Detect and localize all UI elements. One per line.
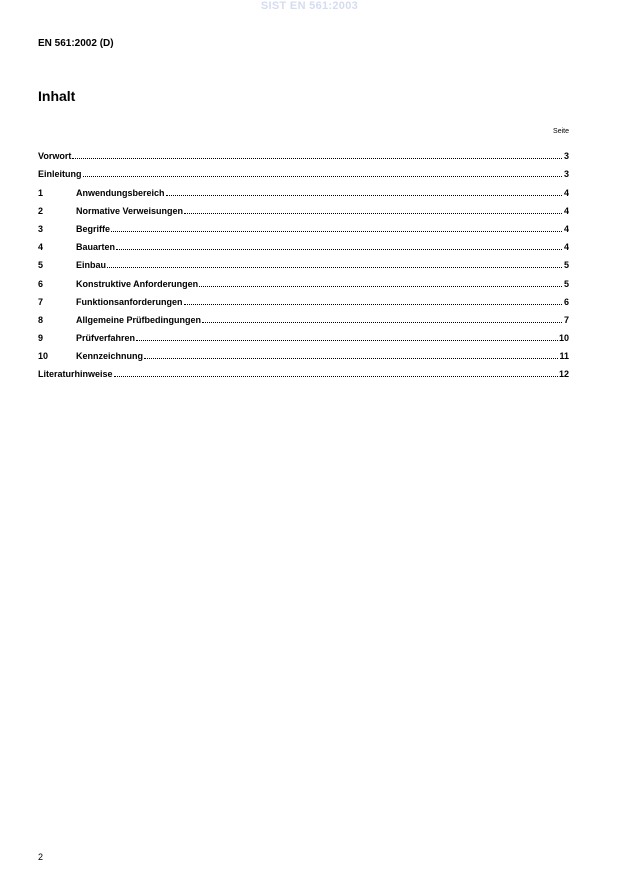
toc-entry-page: 5 (563, 260, 569, 271)
toc-entry-9[interactable] (38, 325, 569, 343)
page-column-label: Seite (553, 128, 569, 135)
toc-entry-6[interactable] (38, 270, 569, 288)
dot-leader (107, 265, 562, 268)
document-header: EN 561:2002 (D) (38, 38, 114, 49)
toc-entry-title: Funktionsanforderungen (76, 296, 183, 307)
toc-entry-title: Konstruktive Anforderungen (76, 278, 199, 289)
toc-entry-title: Literaturhinweise (38, 369, 113, 380)
toc-title: Inhalt (38, 88, 76, 104)
toc-entry-title: Einbau (76, 260, 107, 271)
dot-leader (202, 320, 562, 323)
toc-entry-2[interactable] (38, 198, 569, 216)
watermark: SIST EN 561:2003 (260, 0, 359, 12)
toc-entry-5[interactable] (38, 252, 569, 270)
toc-entry-number: 4 (38, 242, 44, 253)
toc-entry-page: 5 (563, 278, 569, 289)
toc-entry-vorwort[interactable] (38, 143, 569, 161)
dot-leader (83, 174, 563, 177)
toc-entry-page: 7 (563, 314, 569, 325)
toc-entry-page: 11 (559, 351, 569, 362)
toc-entry-page: 4 (563, 242, 569, 253)
toc-entry-title: Bauarten (76, 242, 116, 253)
toc-entry-title: Einleitung (38, 169, 82, 180)
table-of-contents (38, 143, 569, 379)
toc-entry-page: 3 (563, 169, 569, 180)
toc-entry-number: 3 (38, 223, 44, 234)
toc-entry-number: 8 (38, 314, 44, 325)
dot-leader (144, 356, 558, 359)
toc-entry-1[interactable] (38, 179, 569, 197)
dot-leader (111, 229, 562, 232)
toc-entry-3[interactable] (38, 216, 569, 234)
toc-entry-title: Normative Verweisungen (76, 205, 184, 216)
toc-entry-number: 1 (38, 187, 44, 198)
toc-entry-title: Allgemeine Prüfbedingungen (76, 314, 202, 325)
toc-entry-7[interactable] (38, 289, 569, 307)
toc-entry-number: 2 (38, 205, 44, 216)
dot-leader (136, 338, 558, 341)
toc-entry-10[interactable] (38, 343, 569, 361)
toc-entry-4[interactable] (38, 234, 569, 252)
toc-entry-page: 12 (558, 369, 569, 380)
toc-entry-number: 6 (38, 278, 44, 289)
dot-leader (72, 156, 562, 159)
dot-leader (184, 211, 562, 214)
toc-entry-number: 5 (38, 260, 44, 271)
toc-entry-page: 4 (563, 223, 569, 234)
dot-leader (184, 302, 563, 305)
toc-entry-8[interactable] (38, 307, 569, 325)
page-number: 2 (38, 852, 44, 862)
dot-leader (114, 374, 558, 377)
toc-entry-title: Kennzeichnung (76, 351, 143, 362)
dot-leader (116, 247, 562, 250)
toc-entry-page: 6 (563, 296, 569, 307)
toc-entry-page: 4 (563, 187, 569, 198)
dot-leader (199, 284, 562, 287)
toc-entry-title: Begriffe (76, 223, 111, 234)
toc-entry-page: 10 (558, 333, 569, 344)
toc-entry-literaturhinweise[interactable] (38, 361, 569, 379)
toc-entry-number: 7 (38, 296, 44, 307)
toc-entry-page: 4 (563, 205, 569, 216)
toc-entry-title: Prüfverfahren (76, 333, 136, 344)
toc-entry-title: Vorwort (38, 151, 72, 162)
toc-entry-einleitung[interactable] (38, 161, 569, 179)
toc-entry-number: 10 (38, 351, 49, 362)
toc-entry-page: 3 (563, 151, 569, 162)
dot-leader (166, 193, 562, 196)
toc-entry-title: Anwendungsbereich (76, 187, 165, 198)
toc-entry-number: 9 (38, 333, 44, 344)
